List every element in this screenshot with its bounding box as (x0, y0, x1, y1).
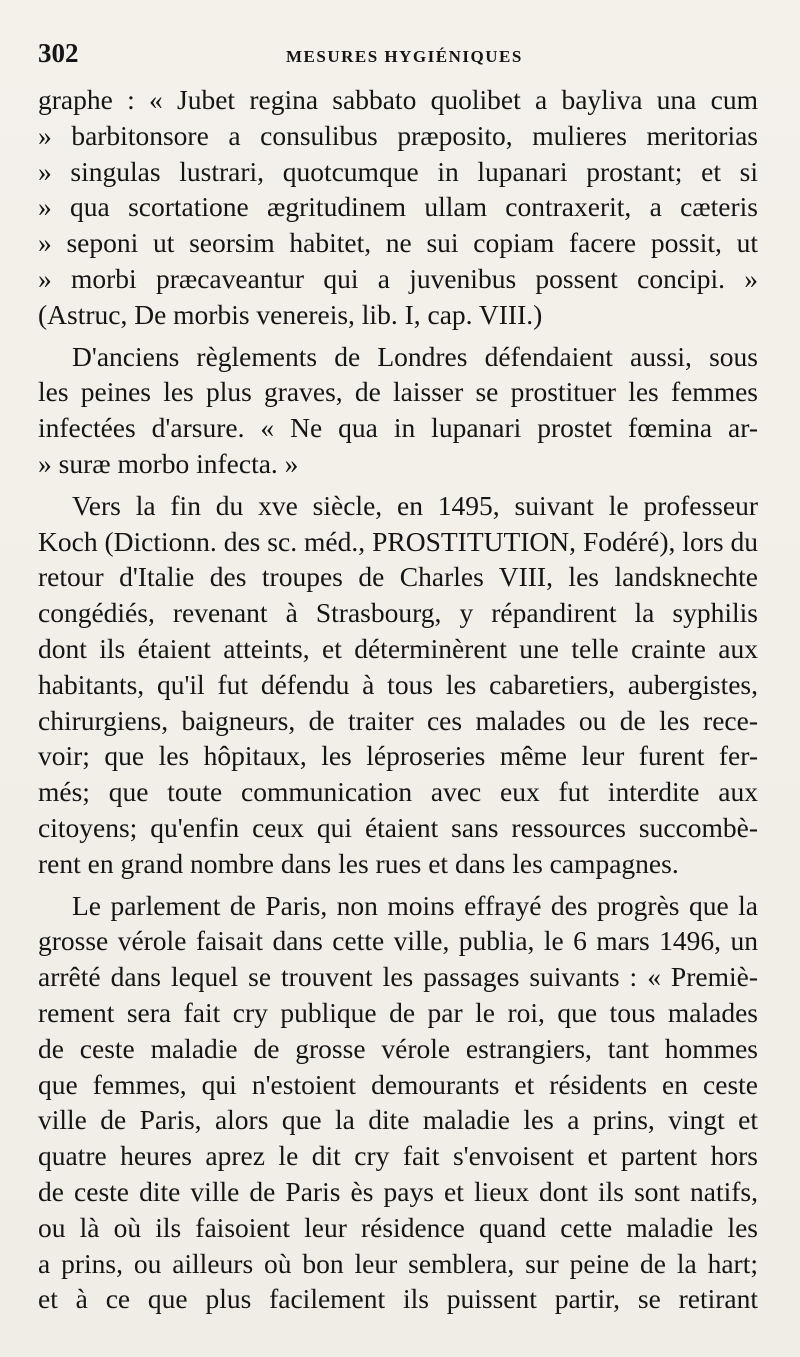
text-line: et à ce que plus facilement ils puissent partir, se retirant (38, 1283, 758, 1315)
text-line: Koch (Dictionn. des sc. méd., PROSTITUTION, Fodéré), lors du (38, 525, 758, 557)
text-line: dont ils étaient atteints, et déterminèrent une telle crainte aux (38, 632, 758, 664)
text-line: citoyens; qu'enfin ceux qui étaient sans ressources succombè- (38, 811, 758, 843)
text-line: » singulas lustrari, quotcumque in lupanari prostant; et si (38, 155, 758, 187)
text-line: Vers la fin du xve siècle, en 1495, suivant le professeur (72, 489, 758, 521)
text-line: » seponi ut seorsim habitet, ne sui copiam facere possit, ut (38, 227, 758, 259)
text-line: chirurgiens, baigneurs, de traiter ces malades ou de les rece- (38, 704, 758, 736)
text-line: Le parlement de Paris, non moins effrayé des progrès que la (72, 889, 758, 921)
text-line: » qua scortatione ægritudinem ullam contraxerit, a cæteris (38, 191, 758, 223)
page-header (38, 38, 758, 82)
text-line: D'anciens règlements de Londres défendaient aussi, sous (72, 340, 758, 372)
body-text (38, 82, 758, 1317)
paragraph-4 (38, 888, 758, 1318)
running-title: MESURES HYGIÉNIQUES (286, 47, 523, 66)
text-line: infectées d'arsure. « Ne qua in lupanari prostet fœmina ar- (38, 412, 758, 444)
text-line: rent en grand nombre dans les rues et dans les campagnes. (38, 847, 679, 879)
text-line: grosse vérole faisait dans cette ville, publia, le 6 mars 1496, un (38, 925, 758, 957)
text-line: congédiés, revenant à Strasbourg, y répandirent la syphilis (38, 597, 758, 629)
text-line: a prins, ou ailleurs où bon leur semblera, sur peine de la hart; (38, 1247, 758, 1279)
text-line: habitants, qu'il fut défendu à tous les cabaretiers, aubergistes, (38, 668, 758, 700)
paragraph-3 (38, 488, 758, 882)
text-line: voir; que les hôpitaux, les léproseries même leur furent fer- (38, 740, 758, 772)
paragraph-1 (38, 82, 758, 333)
page-number: 302 (38, 38, 79, 68)
text-line: de ceste dite ville de Paris ès pays et lieux dont ils sont natifs, (38, 1175, 758, 1207)
text-line: més; que toute communication avec eux fut interdite aux (38, 776, 758, 808)
text-line: retour d'Italie des troupes de Charles VIII, les landsknechte (38, 561, 758, 593)
text-line: » suræ morbo infecta. » (38, 447, 299, 479)
text-line: (Astruc, De morbis venereis, lib. I, cap. VIII.) (38, 298, 543, 330)
text-line: ou là où ils faisoient leur résidence quand cette maladie les (38, 1211, 758, 1243)
text-line: rement sera fait cry publique de par le roi, que tous malades (38, 996, 758, 1028)
paragraph-2 (38, 339, 758, 482)
text-line: » barbitonsore a consulibus præposito, mulieres meritorias (38, 119, 758, 151)
text-line: de ceste maladie de grosse vérole estrangiers, tant hommes (38, 1032, 758, 1064)
text-line: que femmes, qui n'estoient demourants et résidents en ceste (38, 1068, 758, 1100)
text-line: arrêté dans lequel se trouvent les passages suivants : « Premiè- (38, 961, 758, 993)
text-line: ville de Paris, alors que la dite maladie les a prins, vingt et (38, 1104, 758, 1136)
text-line: les peines les plus graves, de laisser se prostituer les femmes (38, 376, 758, 408)
text-line: quatre heures aprez le dit cry fait s'envoisent et partent hors (38, 1140, 758, 1172)
text-line: graphe : « Jubet regina sabbato quolibet a bayliva una cum (38, 84, 758, 115)
text-line: » morbi præcaveantur qui a juvenibus possent concipi. » (38, 262, 758, 294)
